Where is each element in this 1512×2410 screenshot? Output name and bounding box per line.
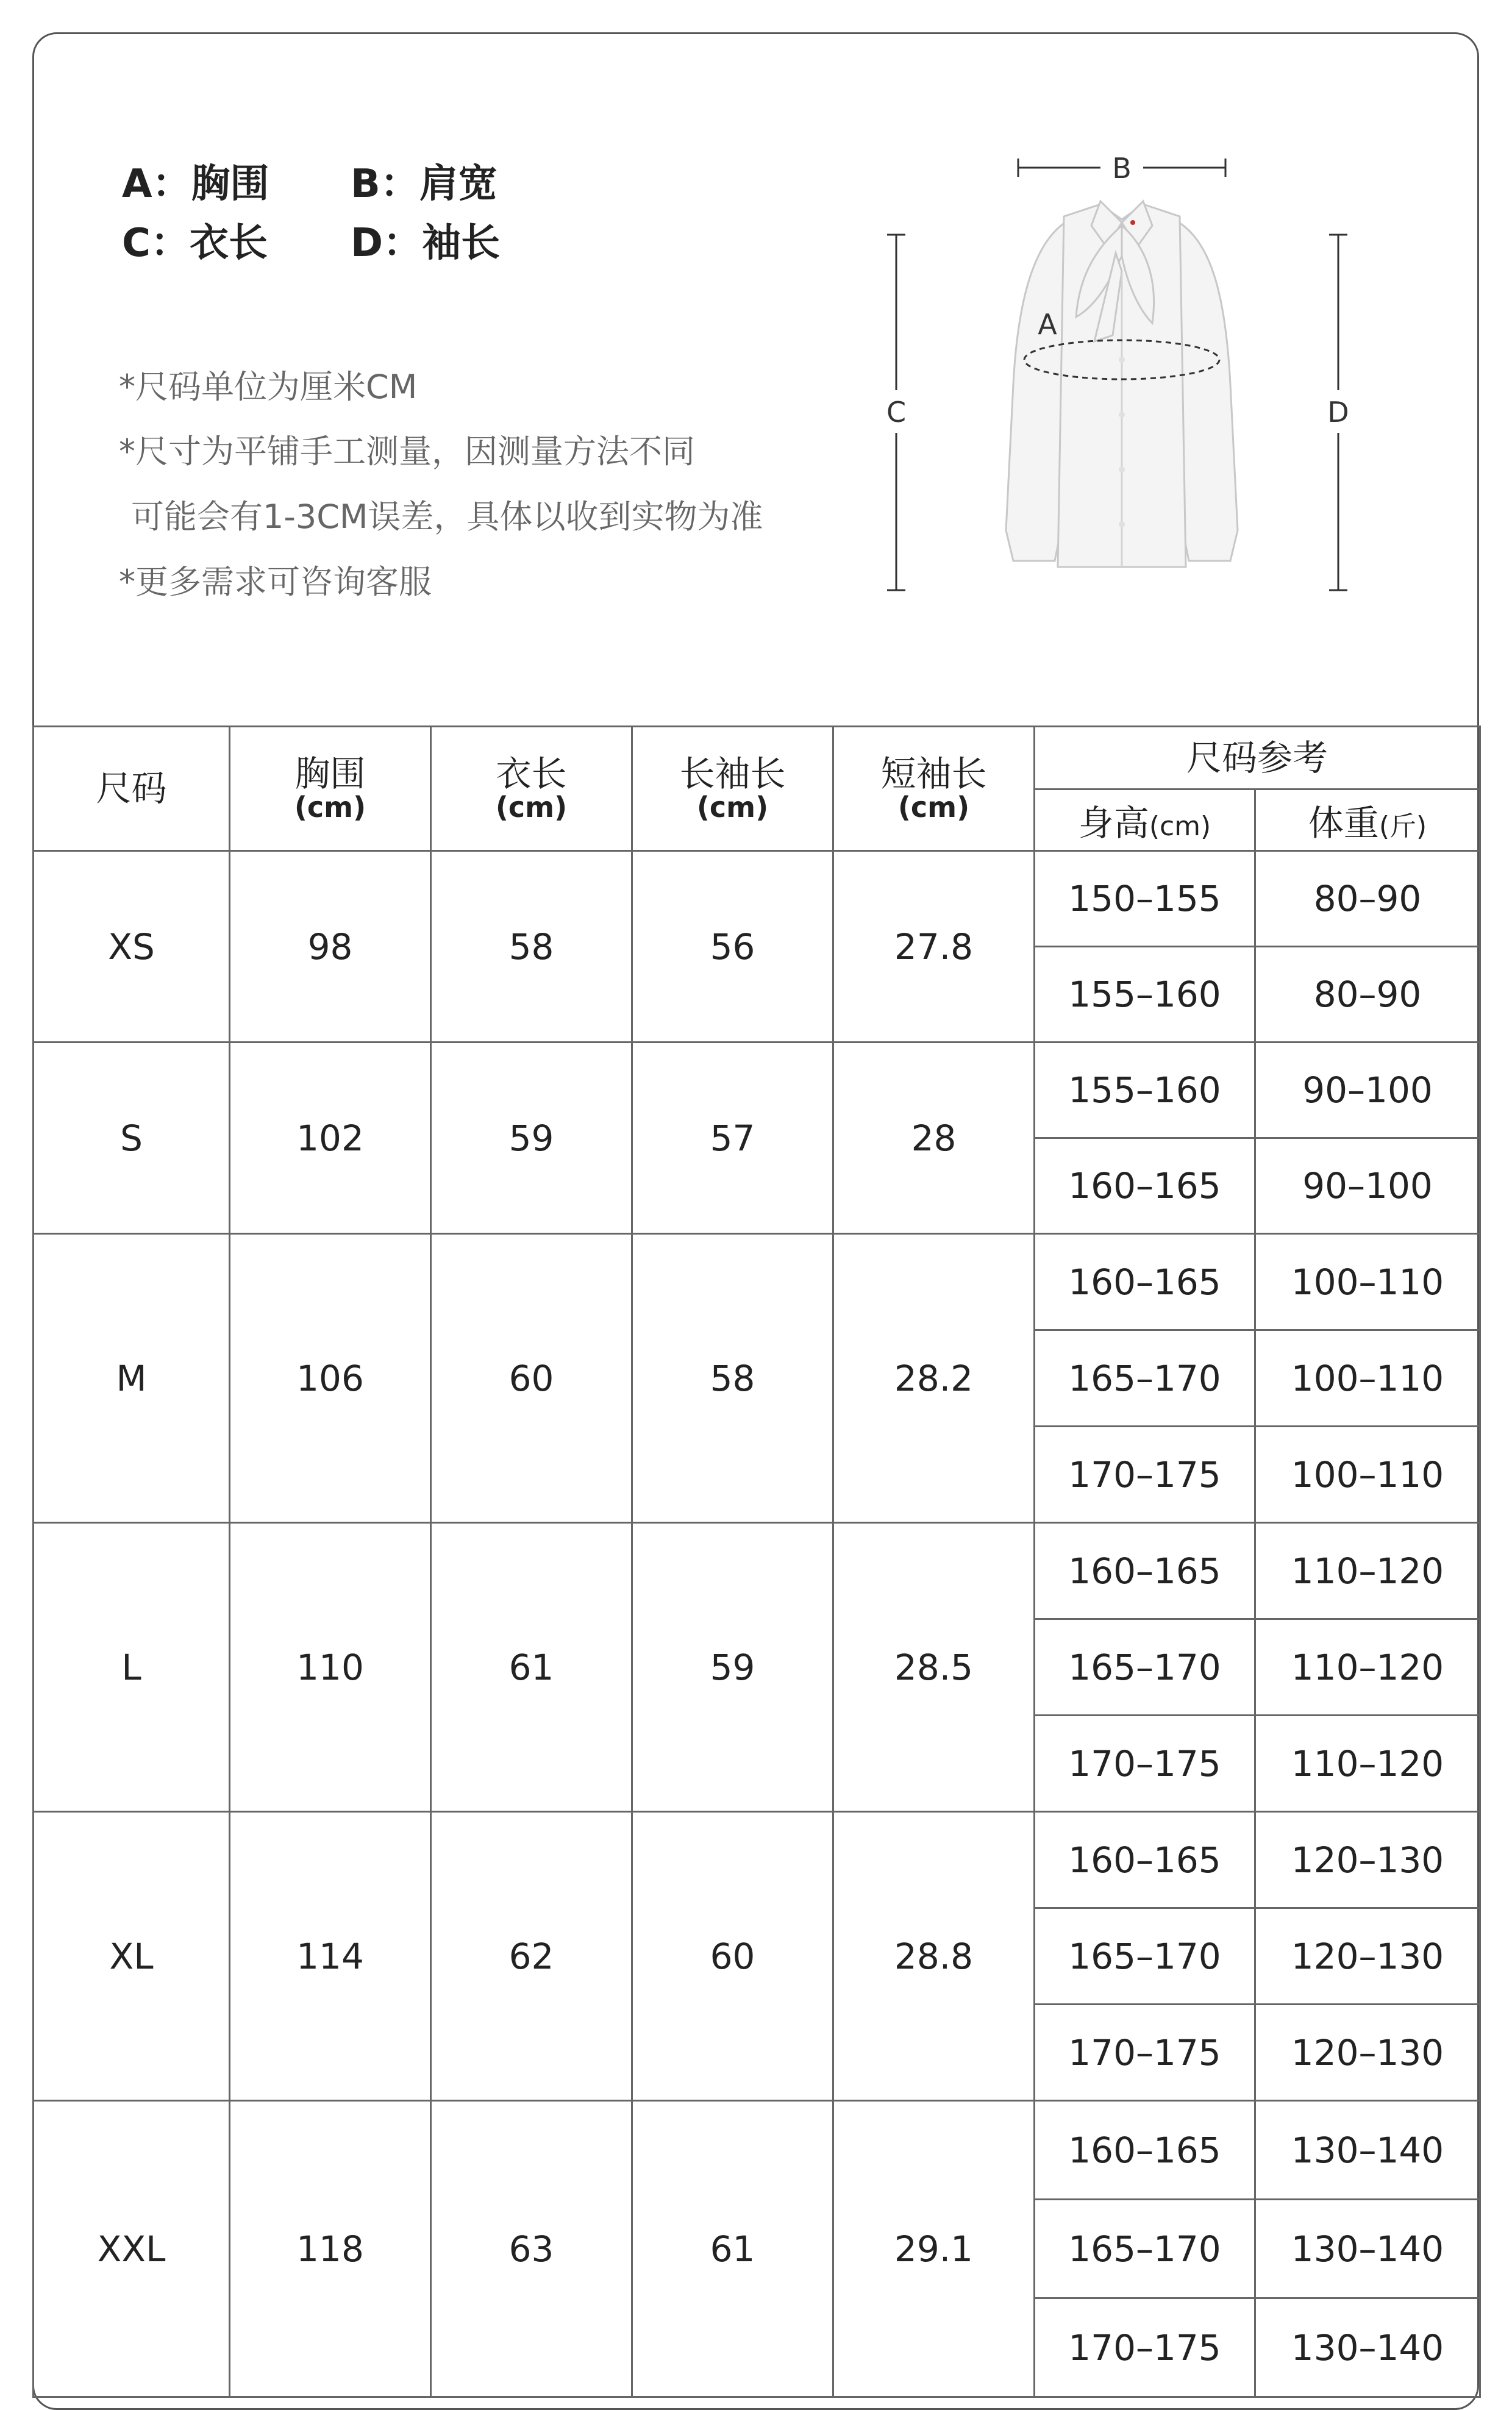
cell-weight: 100–110 [1255, 1330, 1480, 1427]
cell-chest: 106 [230, 1234, 431, 1523]
cell-weight: 100–110 [1255, 1234, 1480, 1330]
cell-height: 170–175 [1035, 2298, 1255, 2397]
header-size-reference: 尺码参考 [1035, 727, 1480, 790]
header-long-sleeve: 长袖长 (cm) [632, 727, 833, 851]
note-measure: *尺寸为平铺手工测量，因测量方法不同 [119, 432, 695, 471]
label-b: B [1112, 152, 1132, 185]
cell-size: XS [34, 851, 230, 1043]
label-c: C [886, 396, 907, 429]
cell-size: XXL [34, 2101, 230, 2397]
legend-b: B：肩宽 [351, 162, 497, 207]
cell-weight: 90–100 [1255, 1138, 1480, 1234]
cell-length: 63 [431, 2101, 632, 2397]
table-row [34, 1523, 1480, 1619]
header-chest: 胸围 (cm) [230, 727, 431, 851]
garment-diagram [854, 140, 1390, 628]
cell-weight: 110–120 [1255, 1716, 1480, 1812]
cell-height: 170–175 [1035, 1716, 1255, 1812]
legend-d: D：袖长 [351, 221, 501, 266]
cell-height: 155–160 [1035, 947, 1255, 1043]
cell-height: 170–175 [1035, 1427, 1255, 1523]
cell-length: 62 [431, 1812, 632, 2101]
table-row [34, 2101, 1480, 2200]
label-a: A [1038, 308, 1057, 341]
header-short-sleeve: 短袖长 (cm) [833, 727, 1035, 851]
table-row [34, 1234, 1480, 1330]
cell-weight: 120–130 [1255, 2005, 1480, 2101]
cell-long-sleeve: 56 [632, 851, 833, 1043]
cell-long-sleeve: 59 [632, 1523, 833, 1812]
cell-height: 160–165 [1035, 1234, 1255, 1330]
cell-chest: 98 [230, 851, 431, 1043]
cell-height: 150–155 [1035, 851, 1255, 947]
cell-height: 155–160 [1035, 1043, 1255, 1138]
cell-height: 160–165 [1035, 1138, 1255, 1234]
header-size: 尺码 [34, 727, 230, 851]
cell-short-sleeve: 27.8 [833, 851, 1035, 1043]
note-service: *更多需求可咨询客服 [119, 563, 432, 601]
cell-height: 165–170 [1035, 1330, 1255, 1427]
cell-short-sleeve: 28 [833, 1043, 1035, 1234]
cell-height: 165–170 [1035, 2200, 1255, 2298]
cell-long-sleeve: 58 [632, 1234, 833, 1523]
cell-weight: 120–130 [1255, 1812, 1480, 1908]
cell-size: XL [34, 1812, 230, 2101]
cell-height: 165–170 [1035, 1908, 1255, 2005]
cell-weight: 80–90 [1255, 947, 1480, 1043]
legend-a: A：胸围 [122, 162, 269, 207]
note-unit: *尺码单位为厘米CM [119, 368, 418, 406]
note-tolerance: 可能会有1-3CM误差，具体以收到实物为准 [131, 497, 763, 536]
cell-size: M [34, 1234, 230, 1523]
cell-chest: 118 [230, 2101, 431, 2397]
cell-size: L [34, 1523, 230, 1812]
cell-height: 170–175 [1035, 2005, 1255, 2101]
table-row [34, 1812, 1480, 1908]
cell-weight: 130–140 [1255, 2298, 1480, 2397]
cell-length: 58 [431, 851, 632, 1043]
cell-length: 60 [431, 1234, 632, 1523]
cell-weight: 130–140 [1255, 2101, 1480, 2200]
cell-long-sleeve: 61 [632, 2101, 833, 2397]
cell-chest: 102 [230, 1043, 431, 1234]
cell-long-sleeve: 60 [632, 1812, 833, 2101]
cell-long-sleeve: 57 [632, 1043, 833, 1234]
cell-height: 160–165 [1035, 1523, 1255, 1619]
header-weight: 体重(斤) [1255, 790, 1480, 851]
cell-size: S [34, 1043, 230, 1234]
cell-weight: 110–120 [1255, 1619, 1480, 1716]
cell-weight: 80–90 [1255, 851, 1480, 947]
legend-c: C：衣长 [122, 221, 268, 266]
table-row [34, 851, 1480, 947]
cell-length: 59 [431, 1043, 632, 1234]
cell-weight: 130–140 [1255, 2200, 1480, 2298]
cell-height: 165–170 [1035, 1619, 1255, 1716]
cell-height: 160–165 [1035, 2101, 1255, 2200]
table-row [34, 1043, 1480, 1138]
cell-chest: 110 [230, 1523, 431, 1812]
header-length: 衣长 (cm) [431, 727, 632, 851]
cell-short-sleeve: 28.8 [833, 1812, 1035, 2101]
cell-short-sleeve: 29.1 [833, 2101, 1035, 2397]
cell-height: 160–165 [1035, 1812, 1255, 1908]
size-table [32, 725, 1481, 2398]
cell-weight: 100–110 [1255, 1427, 1480, 1523]
cell-weight: 110–120 [1255, 1523, 1480, 1619]
cell-weight: 120–130 [1255, 1908, 1480, 2005]
cell-short-sleeve: 28.5 [833, 1523, 1035, 1812]
cell-short-sleeve: 28.2 [833, 1234, 1035, 1523]
cell-chest: 114 [230, 1812, 431, 2101]
label-d: D [1327, 396, 1349, 429]
cell-length: 61 [431, 1523, 632, 1812]
header-height: 身高(cm) [1035, 790, 1255, 851]
cell-weight: 90–100 [1255, 1043, 1480, 1138]
